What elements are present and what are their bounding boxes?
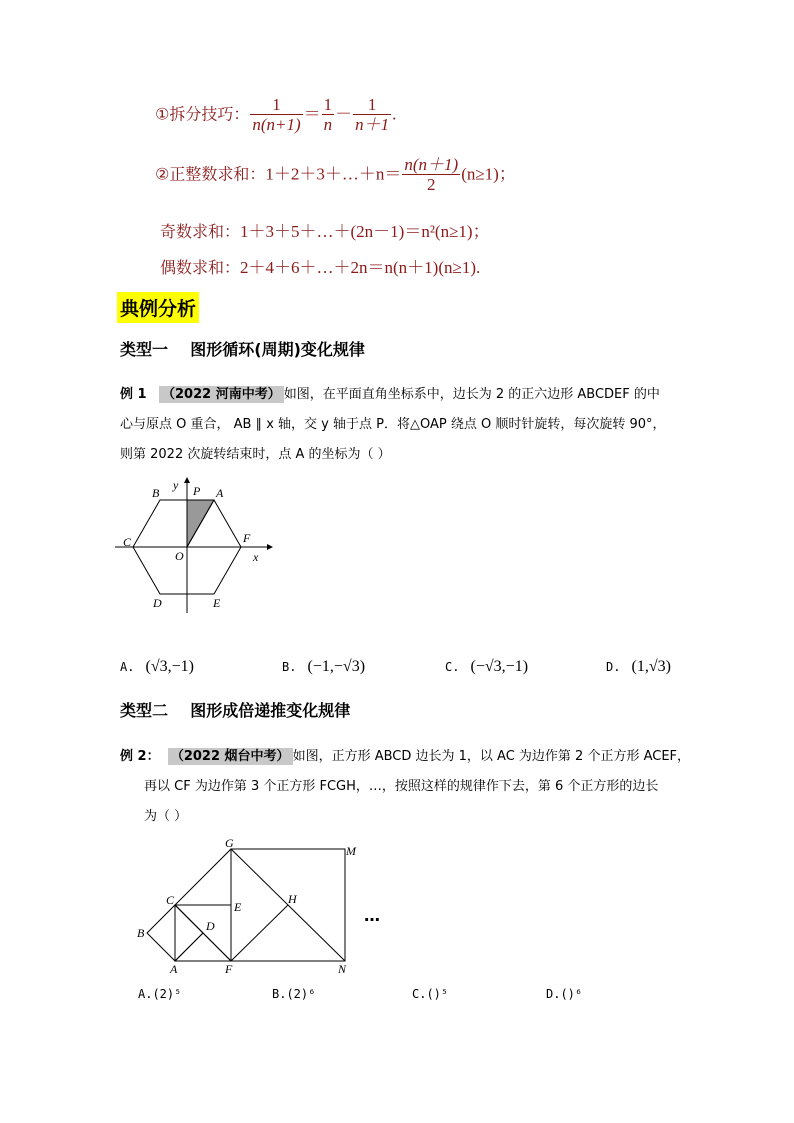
type2-option-b[interactable]: [272, 987, 315, 1001]
option-letter: C.: [445, 660, 460, 674]
label-e: E: [213, 596, 221, 610]
option-letter: C.: [412, 987, 427, 1001]
label-y: y: [173, 478, 179, 492]
squares-figure: [130, 835, 390, 980]
option-letter: A.: [120, 660, 135, 674]
label-c: C: [123, 535, 132, 549]
type2-example: [120, 742, 720, 832]
option-value: (2)⁵: [152, 987, 182, 1001]
type2-option-a[interactable]: [138, 987, 181, 1001]
equals-sign: ＝: [303, 104, 321, 124]
example-text-line1: 如图，正方形 ABCD 边长为 1，以 AC 为边作第 2 个正方形 ACEF，: [292, 749, 691, 764]
label-f: F: [225, 962, 233, 976]
example-text-line1: 如图，在平面直角坐标系中，边长为 2 的正六边形 ABCDEF 的中: [283, 387, 660, 402]
period: .: [392, 104, 397, 124]
label-d: D: [206, 919, 215, 933]
formula-split-label: ①拆分技巧：: [155, 104, 250, 124]
segment-hn: [288, 905, 345, 961]
label-d: D: [153, 596, 162, 610]
option-value: (√3,−1): [145, 658, 195, 675]
minus-sign: －: [335, 104, 353, 124]
label-m: M: [346, 844, 356, 858]
option-letter: A.: [138, 987, 153, 1001]
label-b: B: [152, 486, 160, 500]
x-axis-arrow: [267, 544, 273, 550]
condition: (n≥1)；: [461, 164, 516, 184]
formula-positive-sum-label: ②正整数求和：: [155, 164, 266, 184]
label-p: P: [193, 484, 201, 498]
formula-even-sum: [160, 253, 480, 278]
formula-positive-sum: [155, 156, 516, 195]
sum-expr: 1＋2＋3＋…＋n＝: [265, 164, 402, 184]
example-text-line2: 心与原点 O 重合， AB ∥ x 轴，交 y 轴于点 P．将△OAP 绕点 O 顺时针旋转，每次旋转 90°，: [120, 417, 666, 432]
frac-num: 1: [323, 95, 333, 114]
formula-split: [155, 96, 396, 135]
type1-example: [120, 380, 700, 470]
type2-heading: 类型二 图形成倍递推变化规律: [120, 701, 351, 720]
option-value: ()⁶: [560, 987, 583, 1001]
option-letter: B.: [282, 660, 297, 674]
type2-option-d[interactable]: [546, 987, 582, 1001]
source-tag: （2022 烟台中考）: [168, 748, 293, 765]
frac-den: n(n+1): [252, 115, 301, 134]
option-letter: B.: [272, 987, 287, 1001]
type1-option-b[interactable]: [282, 656, 365, 676]
label-g: G: [225, 836, 234, 850]
label-h: H: [288, 892, 297, 906]
example-text-line2: 再以 CF 为边作第 3 个正方形 FCGH，…，按照这样的规律作下去，第 6 个正方形的边长: [144, 779, 659, 794]
type1-option-d[interactable]: [606, 656, 671, 676]
y-axis-arrow: [184, 477, 190, 483]
formula-even-sum-label: 偶数求和：: [160, 258, 241, 277]
example-text-line3: 则第 2022 次旋转结束时，点 A 的坐标为（ ）: [120, 447, 391, 462]
type1-heading: 类型一 图形循环(周期)变化规律: [120, 340, 365, 359]
option-value: (2)⁶: [286, 987, 316, 1001]
option-value: (−√3,−1): [470, 658, 529, 675]
frac-den: n＋1: [355, 115, 390, 134]
example-label: 例 2：: [120, 749, 160, 764]
frac-num: n(n＋1): [404, 155, 459, 174]
label-f: F: [243, 531, 251, 545]
option-letter: D.: [546, 987, 561, 1001]
option-value: (−1,−√3): [307, 658, 366, 675]
frac-num: 1: [272, 95, 281, 114]
label-o: O: [175, 549, 184, 563]
section-title: 典例分析: [117, 292, 199, 323]
formula-odd-sum: [160, 217, 490, 242]
frac-n-n1-over-2: [402, 156, 460, 195]
label-c: C: [166, 893, 175, 907]
label-a: A: [216, 486, 224, 500]
label-a: A: [170, 962, 178, 976]
type1-option-c[interactable]: [445, 656, 528, 676]
sum-expr: 2＋4＋6＋…＋2n＝n(n＋1)(n≥1).: [240, 258, 481, 277]
source-tag: （2022 河南中考）: [159, 386, 284, 403]
label-n: N: [338, 962, 347, 976]
option-letter: D.: [606, 660, 621, 674]
label-b: B: [137, 926, 145, 940]
hexagon-figure: [115, 475, 285, 620]
ellipsis: …: [364, 906, 380, 925]
type2-option-c[interactable]: [412, 987, 448, 1001]
formula-odd-sum-label: 奇数求和：: [160, 222, 241, 241]
segment-da: [175, 933, 203, 961]
frac-1-over-n: [322, 96, 335, 135]
frac-num: 1: [367, 95, 377, 114]
frac-1-over-n-n1: [250, 96, 302, 135]
label-x: x: [253, 550, 259, 564]
label-e: E: [234, 900, 242, 914]
frac-den: 2: [402, 174, 460, 195]
option-value: ()⁵: [426, 987, 449, 1001]
frac-den: n: [323, 115, 333, 134]
option-value: (1,√3): [631, 658, 671, 675]
type1-option-a[interactable]: [120, 656, 194, 676]
example-label: 例 1: [120, 387, 147, 402]
frac-1-over-n-plus-1: [353, 96, 391, 135]
sum-expr: 1＋3＋5＋…＋(2n－1)＝n²(n≥1)；: [240, 222, 490, 241]
example-text-line3: 为（ ）: [144, 809, 188, 824]
